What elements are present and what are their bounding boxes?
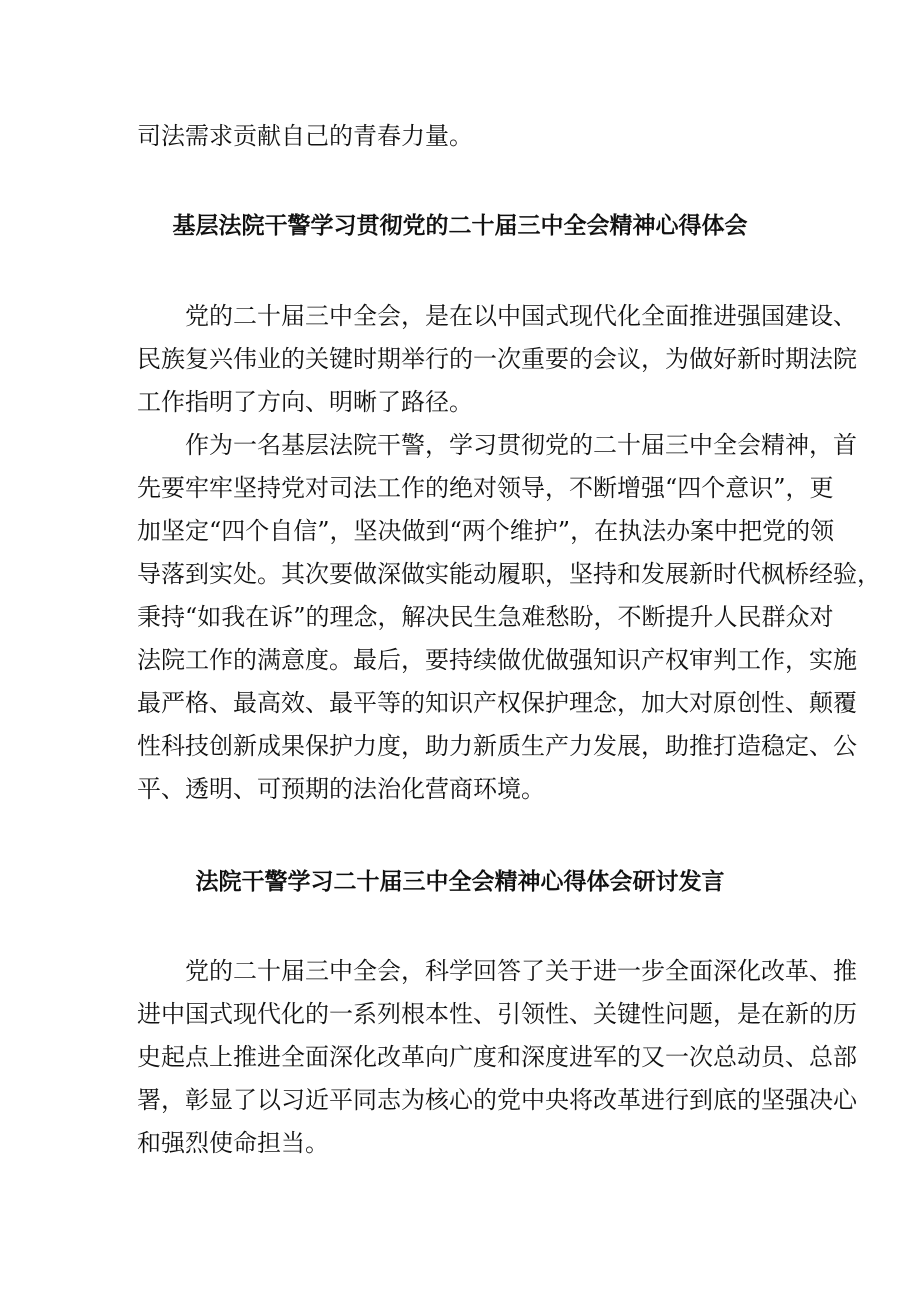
paragraph-line: 党的二十届三中全会，是在以中国式现代化全面推进强国建设、 bbox=[185, 302, 857, 330]
paragraph-line: 先要牢牢坚持党对司法工作的绝对领导，不断增强“四个意识”，更 bbox=[137, 474, 834, 502]
paragraph-line: 秉持“如我在诉”的理念，解决民生急难愁盼，不断提升人民群众对 bbox=[137, 603, 834, 631]
intro-tail-line: 司法需求贡献自己的青春力量。 bbox=[137, 122, 473, 150]
paragraph-line: 史起点上推进全面深化改革向广度和深度进军的又一次总动员、总部 bbox=[137, 1043, 857, 1071]
paragraph-line: 加坚定“四个自信”，坚决做到“两个维护”，在执法办案中把党的领 bbox=[137, 517, 835, 545]
paragraph-line: 平、透明、可预期的法治化营商环境。 bbox=[137, 775, 545, 803]
paragraph-line: 性科技创新成果保护力度，助力新质生产力发展，助推打造稳定、公 bbox=[137, 732, 857, 760]
paragraph-line: 最严格、最高效、最平等的知识产权保护理念，加大对原创性、颠覆 bbox=[137, 689, 857, 717]
paragraph-line: 工作指明了方向、明晰了路径。 bbox=[137, 388, 473, 416]
paragraph-line: 和强烈使命担当。 bbox=[137, 1129, 329, 1157]
paragraph-line: 作为一名基层法院干警，学习贯彻党的二十届三中全会精神，首 bbox=[185, 431, 857, 459]
paragraph-line: 民族复兴伟业的关键时期举行的一次重要的会议，为做好新时期法院 bbox=[137, 345, 857, 373]
section-2-title: 法院干警学习二十届三中全会精神心得体会研讨发言 bbox=[195, 869, 725, 895]
paragraph-line: 法院工作的满意度。最后，要持续做优做强知识产权审判工作，实施 bbox=[137, 646, 857, 674]
paragraph-line: 党的二十届三中全会，科学回答了关于进一步全面深化改革、推 bbox=[185, 957, 857, 985]
paragraph-line: 进中国式现代化的一系列根本性、引领性、关键性问题，是在新的历 bbox=[137, 1000, 857, 1028]
paragraph-line: 署，彰显了以习近平同志为核心的党中央将改革进行到底的坚强决心 bbox=[137, 1086, 857, 1114]
section-1-title: 基层法院干警学习贯彻党的二十届三中全会精神心得体会 bbox=[172, 213, 748, 239]
paragraph-line: 导落到实处。其次要做深做实能动履职，坚持和发展新时代枫桥经验， bbox=[137, 560, 881, 588]
